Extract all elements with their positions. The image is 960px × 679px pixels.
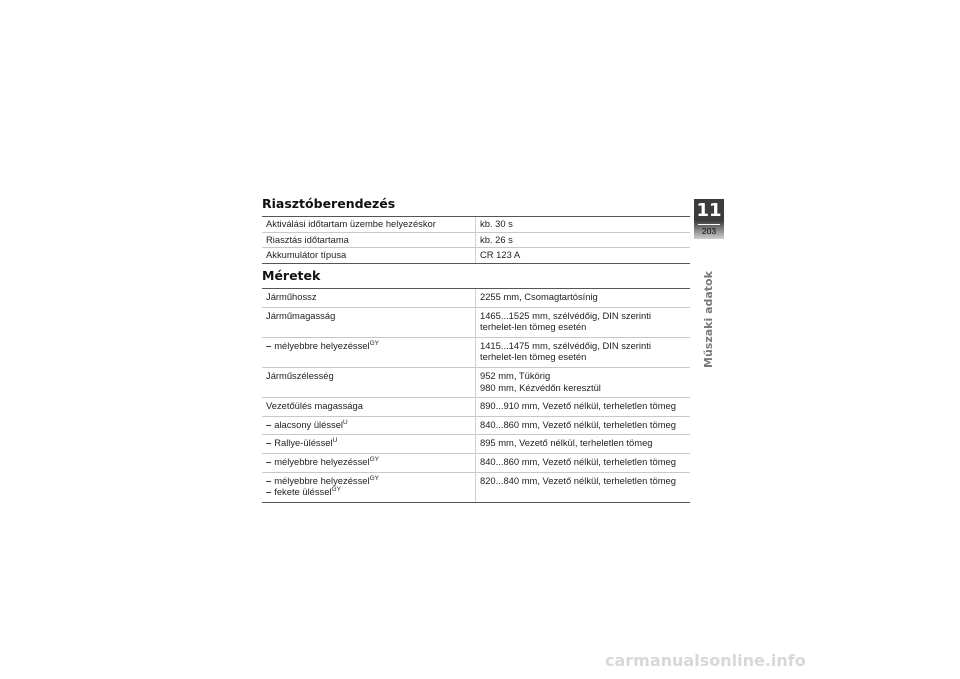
dimensions-section-title: Méretek bbox=[262, 268, 321, 283]
spec-label bbox=[262, 435, 476, 454]
table-row bbox=[262, 337, 690, 367]
spec-value: 895 mm, Vezető nélkül, terheletlen tömeg bbox=[476, 435, 691, 454]
spec-label bbox=[262, 337, 476, 367]
spec-value: CR 123 A bbox=[476, 248, 691, 264]
dash-bullet: – bbox=[266, 418, 272, 430]
spec-label: Akkumulátor típusa bbox=[262, 248, 476, 264]
spec-label-text: mélyebbre helyezéssel bbox=[274, 339, 370, 351]
table-row bbox=[262, 217, 690, 233]
spec-value: 1415...1475 mm, szélvédőig, DIN szerinti terhelet-len tömeg esetén bbox=[476, 337, 691, 367]
spec-label bbox=[262, 307, 476, 337]
dash-bullet: – bbox=[266, 339, 272, 351]
spec-value: kb. 30 s bbox=[476, 217, 691, 233]
dimensions-spec-table bbox=[262, 288, 690, 503]
spec-label bbox=[262, 416, 476, 435]
spec-label-text: Rallye-üléssel bbox=[274, 437, 333, 449]
alarm-section bbox=[262, 196, 690, 264]
table-row bbox=[262, 472, 690, 502]
spec-label-line bbox=[266, 475, 471, 487]
chapter-title: Műszaki adatok bbox=[702, 271, 715, 368]
table-row bbox=[262, 307, 690, 337]
spec-value bbox=[476, 367, 691, 397]
chapter-number: 11 bbox=[696, 200, 722, 221]
spec-label-text: mélyebbre helyezéssel bbox=[274, 455, 370, 467]
option-marker: U bbox=[343, 418, 348, 426]
dash-bullet: – bbox=[266, 437, 272, 449]
table-row bbox=[262, 416, 690, 435]
spec-label-text: Vezetőülés magassága bbox=[266, 400, 363, 412]
watermark: carmanualsonline.info bbox=[605, 651, 806, 670]
spec-label-text: Járműszélesség bbox=[266, 369, 334, 381]
spec-label bbox=[262, 453, 476, 472]
option-marker: GY bbox=[369, 474, 379, 482]
chapter-tab bbox=[694, 199, 724, 239]
option-marker: GY bbox=[369, 339, 379, 347]
spec-value-line: 952 mm, Tükörig bbox=[480, 369, 551, 381]
spec-label: Riasztás időtartama bbox=[262, 232, 476, 248]
spec-label-text: alacsony üléssel bbox=[274, 418, 344, 430]
spec-label bbox=[262, 367, 476, 397]
page-number: 203 bbox=[701, 226, 717, 236]
dash-bullet: – bbox=[266, 455, 272, 467]
table-row bbox=[262, 398, 690, 417]
spec-value: 1465...1525 mm, szélvédőig, DIN szerinti terhelet-len tömeg esetén bbox=[476, 307, 691, 337]
table-row bbox=[262, 453, 690, 472]
spec-label: Aktiválási időtartam üzembe helyezéskor bbox=[262, 217, 476, 233]
dash-bullet: – bbox=[266, 474, 272, 486]
spec-label-text: fekete üléssel bbox=[274, 486, 332, 498]
table-row bbox=[262, 232, 690, 248]
alarm-section-title: Riasztóberendezés bbox=[262, 196, 396, 211]
spec-value: 840...860 mm, Vezető nélkül, terheletlen tömeg bbox=[476, 453, 691, 472]
table-row bbox=[262, 367, 690, 397]
spec-value: 2255 mm, Csomagtartósínig bbox=[476, 289, 691, 308]
alarm-spec-table bbox=[262, 216, 690, 264]
spec-value: kb. 26 s bbox=[476, 232, 691, 248]
table-row bbox=[262, 289, 690, 308]
dash-bullet: – bbox=[266, 486, 272, 498]
spec-label bbox=[262, 398, 476, 417]
spec-label-text: Járműmagasság bbox=[266, 309, 336, 321]
option-marker: GY bbox=[331, 486, 341, 494]
spec-value: 840...860 mm, Vezető nélkül, terheletlen tömeg bbox=[476, 416, 691, 435]
spec-value: 820...840 mm, Vezető nélkül, terheletlen tömeg bbox=[476, 472, 691, 502]
table-row bbox=[262, 435, 690, 454]
dimensions-section bbox=[262, 268, 690, 503]
table-row bbox=[262, 248, 690, 264]
chapter-divider bbox=[698, 224, 720, 225]
option-marker: U bbox=[332, 437, 338, 445]
spec-label-line bbox=[266, 486, 471, 498]
spec-label bbox=[262, 289, 476, 308]
spec-label-text: mélyebbre helyezéssel bbox=[274, 474, 370, 486]
spec-label-text: Járműhossz bbox=[266, 291, 317, 302]
option-marker: GY bbox=[369, 455, 379, 463]
spec-value-line: 980 mm, Kézvédőn keresztül bbox=[480, 381, 601, 393]
spec-label bbox=[262, 472, 476, 502]
spec-value: 890...910 mm, Vezető nélkül, terheletlen tömeg bbox=[476, 398, 691, 417]
